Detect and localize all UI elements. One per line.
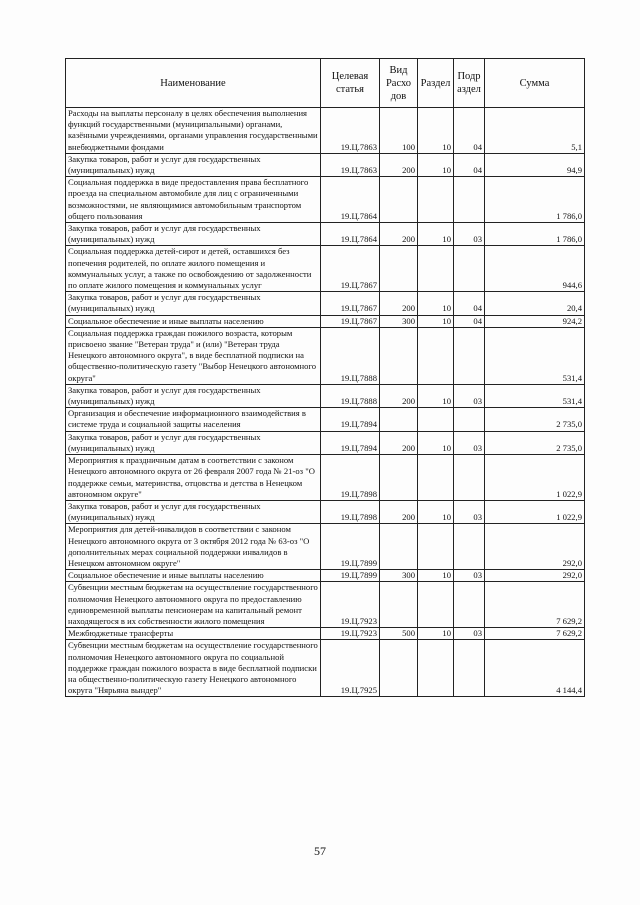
cell-sum: 1 786,0	[485, 223, 585, 246]
table-row	[66, 246, 585, 292]
cell-type: 300	[380, 570, 418, 582]
cell-type: 200	[380, 431, 418, 454]
cell-target: 19.Ц.7898	[321, 500, 380, 523]
cell-name: Организация и обеспечение информационного взаимодействия в системе труда и социальной защиты населения	[66, 408, 321, 431]
cell-section: 10	[418, 570, 454, 582]
header-type: Вид Расхо дов	[380, 59, 418, 108]
cell-type: 300	[380, 315, 418, 327]
page-number: 57	[314, 844, 326, 858]
cell-target: 19.Ц.7867	[321, 246, 380, 292]
cell-target: 19.Ц.7894	[321, 408, 380, 431]
cell-sum: 4 144,4	[485, 640, 585, 697]
cell-type: 200	[380, 500, 418, 523]
cell-subsection	[454, 408, 485, 431]
table-row	[66, 628, 585, 640]
cell-name: Межбюджетные трансферты	[66, 628, 321, 640]
cell-target: 19.Ц.7899	[321, 570, 380, 582]
cell-target: 19.Ц.7888	[321, 327, 380, 384]
cell-type	[380, 455, 418, 501]
cell-subsection	[454, 177, 485, 223]
cell-type: 500	[380, 628, 418, 640]
table-row	[66, 177, 585, 223]
cell-type	[380, 246, 418, 292]
cell-subsection	[454, 246, 485, 292]
cell-subsection	[454, 640, 485, 697]
cell-target: 19.Ц.7888	[321, 384, 380, 407]
cell-sum: 5,1	[485, 108, 585, 154]
table-row	[66, 640, 585, 697]
header-section: Раздел	[418, 59, 454, 108]
cell-target: 19.Ц.7899	[321, 524, 380, 570]
cell-target: 19.Ц.7894	[321, 431, 380, 454]
cell-subsection: 03	[454, 384, 485, 407]
table-row	[66, 292, 585, 315]
cell-name: Субвенции местным бюджетам на осуществление государственного полномочия Ненецкого автономного округа по социальной поддержке граждан пожилого возраста в виде бесплатной подписки на общественно-политическую газету Ненецкого автономного округа "Нярьяна вындер"	[66, 640, 321, 697]
cell-section	[418, 455, 454, 501]
table-row	[66, 384, 585, 407]
table-row	[66, 315, 585, 327]
cell-target: 19.Ц.7898	[321, 455, 380, 501]
cell-subsection: 03	[454, 431, 485, 454]
cell-subsection: 03	[454, 223, 485, 246]
table-row	[66, 327, 585, 384]
cell-target: 19.Ц.7923	[321, 628, 380, 640]
cell-name: Социальное обеспечение и иные выплаты населению	[66, 570, 321, 582]
cell-subsection	[454, 582, 485, 628]
cell-name: Расходы на выплаты персоналу в целях обеспечения выполнения функций государственными (муниципальными) органами, казёнными учреждениями, органами управления государственными внебюджетными фондами	[66, 108, 321, 154]
cell-name: Закупка товаров, работ и услуг для государственных (муниципальных) нужд	[66, 292, 321, 315]
cell-sum: 20,4	[485, 292, 585, 315]
header-target: Целевая статья	[321, 59, 380, 108]
cell-section	[418, 408, 454, 431]
cell-section: 10	[418, 384, 454, 407]
cell-type: 200	[380, 292, 418, 315]
cell-section: 10	[418, 315, 454, 327]
header-subsection: Подр аздел	[454, 59, 485, 108]
cell-subsection: 04	[454, 292, 485, 315]
cell-name: Социальная поддержка граждан пожилого возраста, которым присвоено звание "Ветеран труда" и (или) "Ветеран труда Ненецкого автономного округа", в виде бесплатной подписки на общественно-политическую газету "Выбор Ненецкого автономного округа"	[66, 327, 321, 384]
cell-target: 19.Ц.7867	[321, 292, 380, 315]
cell-name: Социальная поддержка в виде предоставления права бесплатного проезда на специальном автомобиле для лиц с ограниченными возможностями, не являющимися автомобильным транспортом общего пользования	[66, 177, 321, 223]
cell-section	[418, 177, 454, 223]
cell-name: Мероприятия к праздничным датам в соответствии с законом Ненецкого автономного округа от 26 февраля 2007 года № 21-оз "О поддержке семьи, материнства, отцовства и детства в Ненецком автономном округе"	[66, 455, 321, 501]
cell-subsection: 03	[454, 628, 485, 640]
cell-name: Социальное обеспечение и иные выплаты населению	[66, 315, 321, 327]
cell-sum: 944,6	[485, 246, 585, 292]
cell-name: Закупка товаров, работ и услуг для государственных (муниципальных) нужд	[66, 384, 321, 407]
cell-section	[418, 327, 454, 384]
cell-sum: 7 629,2	[485, 628, 585, 640]
cell-sum: 94,9	[485, 153, 585, 176]
cell-subsection	[454, 524, 485, 570]
table-row	[66, 431, 585, 454]
cell-name: Мероприятия для детей-инвалидов в соответствии с законом Ненецкого автономного округа от 3 октября 2012 года № 63-оз "О дополнительных мерах социальной поддержки инвалидов в Ненецком автономном округе"	[66, 524, 321, 570]
cell-sum: 531,4	[485, 384, 585, 407]
cell-sum: 2 735,0	[485, 408, 585, 431]
cell-target: 19.Ц.7925	[321, 640, 380, 697]
table-row	[66, 500, 585, 523]
cell-section	[418, 582, 454, 628]
cell-subsection: 04	[454, 153, 485, 176]
cell-sum: 292,0	[485, 524, 585, 570]
cell-type	[380, 177, 418, 223]
budget-table	[65, 58, 585, 697]
cell-name: Субвенции местным бюджетам на осуществление государственного полномочия Ненецкого автономного округа по предоставлению единовременной выплаты пенсионерам на капитальный ремонт находящегося в их собственности жилого помещения	[66, 582, 321, 628]
cell-sum: 1 022,9	[485, 500, 585, 523]
cell-subsection	[454, 455, 485, 501]
cell-type: 100	[380, 108, 418, 154]
header-sum: Сумма	[485, 59, 585, 108]
cell-sum: 924,2	[485, 315, 585, 327]
cell-section: 10	[418, 108, 454, 154]
cell-type: 200	[380, 384, 418, 407]
cell-subsection: 04	[454, 108, 485, 154]
cell-type: 200	[380, 223, 418, 246]
header-name: Наименование	[66, 59, 321, 108]
table-header-row	[66, 59, 585, 108]
cell-subsection: 03	[454, 500, 485, 523]
cell-type	[380, 408, 418, 431]
cell-target: 19.Ц.7923	[321, 582, 380, 628]
cell-type	[380, 582, 418, 628]
cell-sum: 292,0	[485, 570, 585, 582]
table-row	[66, 223, 585, 246]
cell-sum: 2 735,0	[485, 431, 585, 454]
table-row	[66, 570, 585, 582]
cell-sum: 7 629,2	[485, 582, 585, 628]
cell-subsection	[454, 327, 485, 384]
cell-target: 19.Ц.7863	[321, 108, 380, 154]
cell-section: 10	[418, 153, 454, 176]
cell-sum: 531,4	[485, 327, 585, 384]
table-row	[66, 455, 585, 501]
cell-section: 10	[418, 223, 454, 246]
cell-type	[380, 640, 418, 697]
table-row	[66, 524, 585, 570]
cell-target: 19.Ц.7864	[321, 223, 380, 246]
cell-name: Закупка товаров, работ и услуг для государственных (муниципальных) нужд	[66, 431, 321, 454]
cell-subsection: 04	[454, 315, 485, 327]
table-row	[66, 108, 585, 154]
cell-sum: 1 022,9	[485, 455, 585, 501]
cell-section	[418, 524, 454, 570]
cell-sum: 1 786,0	[485, 177, 585, 223]
cell-subsection: 03	[454, 570, 485, 582]
cell-target: 19.Ц.7863	[321, 153, 380, 176]
cell-type	[380, 327, 418, 384]
table-row	[66, 582, 585, 628]
table-row	[66, 408, 585, 431]
cell-type: 200	[380, 153, 418, 176]
cell-section: 10	[418, 628, 454, 640]
cell-section: 10	[418, 431, 454, 454]
table-row	[66, 153, 585, 176]
cell-section	[418, 246, 454, 292]
cell-target: 19.Ц.7867	[321, 315, 380, 327]
cell-type	[380, 524, 418, 570]
cell-section: 10	[418, 292, 454, 315]
cell-name: Закупка товаров, работ и услуг для государственных (муниципальных) нужд	[66, 500, 321, 523]
cell-name: Закупка товаров, работ и услуг для государственных (муниципальных) нужд	[66, 223, 321, 246]
cell-target: 19.Ц.7864	[321, 177, 380, 223]
cell-section: 10	[418, 500, 454, 523]
cell-name: Социальная поддержка детей-сирот и детей, оставшихся без попечения родителей, по оплате жилого помещения и коммунальных услуг, а также по освобождению от задолженности по оплате жилого помещения и коммунальных услуг	[66, 246, 321, 292]
cell-section	[418, 640, 454, 697]
table-body	[66, 108, 585, 697]
cell-name: Закупка товаров, работ и услуг для государственных (муниципальных) нужд	[66, 153, 321, 176]
